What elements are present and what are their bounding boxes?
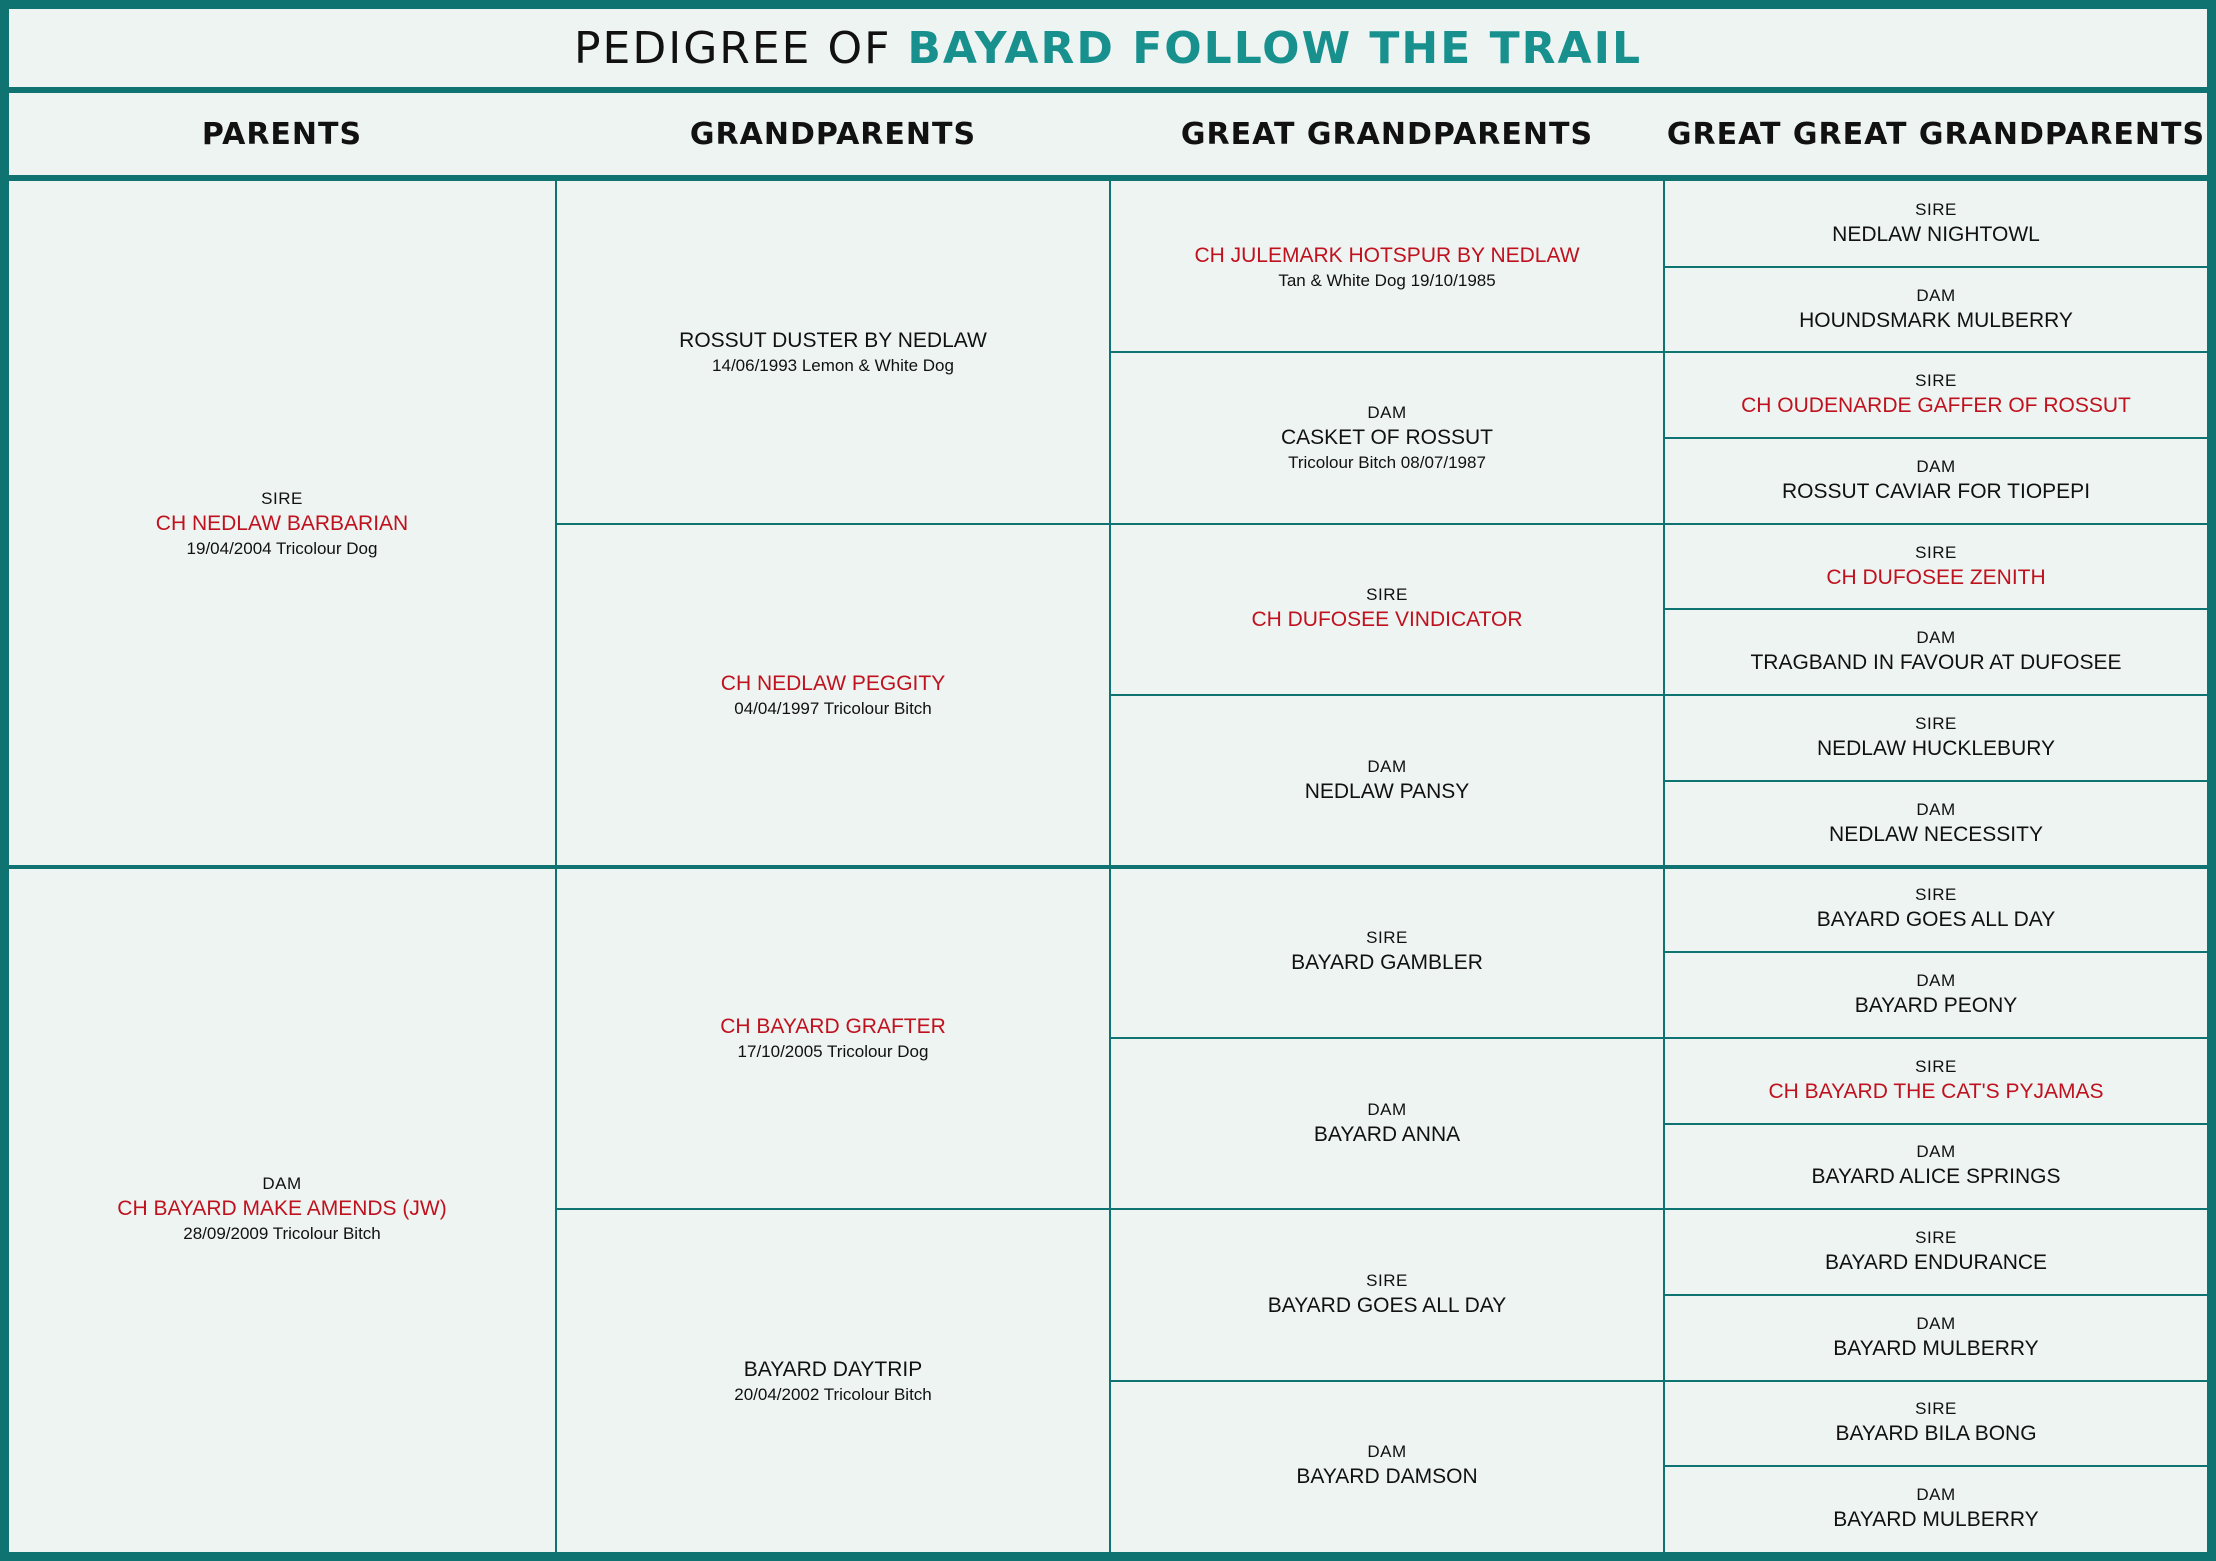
great-grandparent-cell: [1111, 1381, 1663, 1552]
grandparent-cell: [557, 181, 1109, 524]
role-label: DAM: [1367, 1099, 1407, 1119]
dog-name: CH DUFOSEE ZENITH: [1826, 565, 2046, 589]
dog-name: BAYARD DAMSON: [1296, 1465, 1478, 1489]
role-label: SIRE: [1366, 1270, 1408, 1290]
role-label: DAM: [262, 1174, 302, 1194]
role-label: DAM: [1916, 1485, 1956, 1505]
role-label: DAM: [1916, 1142, 1956, 1162]
dog-name: NEDLAW NIGHTOWL: [1832, 222, 2040, 246]
role-label: DAM: [1916, 285, 1956, 305]
dog-details: 17/10/2005 Tricolour Dog: [737, 1041, 929, 1061]
dog-name: CH NEDLAW PEGGITY: [720, 672, 946, 696]
dog-name: BAYARD ENDURANCE: [1824, 1251, 2048, 1275]
dog-name: BAYARD ANNA: [1313, 1122, 1461, 1146]
dog-name: HOUNDSMARK MULBERRY: [1799, 308, 2073, 332]
header-great-great-grandparents: GREAT GREAT GRANDPARENTS: [1666, 116, 2206, 152]
dog-name: BAYARD GAMBLER: [1291, 951, 1483, 975]
dog-details: 19/04/2004 Tricolour Dog: [186, 538, 378, 558]
grandparent-cell: [557, 1209, 1109, 1552]
dog-details: 04/04/1997 Tricolour Bitch: [734, 699, 932, 719]
title-prefix: PEDIGREE OF: [574, 22, 892, 74]
role-label: SIRE: [1915, 713, 1957, 733]
dog-name: NEDLAW NECESSITY: [1829, 822, 2043, 846]
great-great-grandparent-cell: [1665, 1466, 2207, 1552]
dog-name: BAYARD ALICE SPRINGS: [1811, 1165, 2061, 1189]
parent-cell: [9, 867, 555, 1553]
great-great-grandparent-cell: [1665, 1381, 2207, 1467]
role-label: DAM: [1367, 756, 1407, 776]
dog-name: TRAGBAND IN FAVOUR AT DUFOSEE: [1750, 651, 2122, 675]
dog-name: BAYARD DAYTRIP: [743, 1357, 923, 1381]
dog-details: 14/06/1993 Lemon & White Dog: [712, 356, 954, 376]
dog-name: CH JULEMARK HOTSPUR BY NEDLAW: [1194, 243, 1580, 267]
title-dog-name: BAYARD FOLLOW THE TRAIL: [907, 22, 1642, 74]
great-great-grandparent-cell: [1665, 1295, 2207, 1381]
sire-dam-divider: [9, 865, 2207, 869]
pedigree-chart: [9, 9, 2207, 1552]
great-great-grandparent-cell: [1665, 352, 2207, 438]
role-label: DAM: [1916, 971, 1956, 991]
great-great-grandparent-cell: [1665, 695, 2207, 781]
dog-name: BAYARD PEONY: [1854, 994, 2018, 1018]
dog-name: BAYARD GOES ALL DAY: [1816, 908, 2056, 932]
dog-name: BAYARD BILA BONG: [1835, 1422, 2037, 1446]
grandparent-cell: [557, 867, 1109, 1210]
role-label: DAM: [1916, 456, 1956, 476]
page-title: [9, 9, 2207, 87]
great-grandparent-cell: [1111, 352, 1663, 523]
dog-name: CH BAYARD THE CAT'S PYJAMAS: [1768, 1079, 2104, 1103]
role-label: SIRE: [1915, 542, 1957, 562]
role-label: SIRE: [1915, 371, 1957, 391]
role-label: SIRE: [1915, 1228, 1957, 1248]
dog-name: CASKET OF ROSSUT: [1281, 426, 1493, 450]
great-grandparent-cell: [1111, 181, 1663, 352]
great-great-grandparent-cell: [1665, 181, 2207, 267]
dog-name: ROSSUT DUSTER BY NEDLAW: [679, 329, 987, 353]
dog-name: CH BAYARD GRAFTER: [720, 1014, 946, 1038]
role-label: DAM: [1367, 403, 1407, 423]
dog-name: NEDLAW HUCKLEBURY: [1816, 736, 2056, 760]
dog-details: Tan & White Dog 19/10/1985: [1278, 270, 1496, 290]
great-grandparent-cell: [1111, 867, 1663, 1038]
header-parents: PARENTS: [201, 116, 363, 152]
great-great-grandparent-cell: [1665, 1209, 2207, 1295]
dog-details: Tricolour Bitch 08/07/1987: [1288, 453, 1486, 473]
dog-name: NEDLAW PANSY: [1304, 779, 1470, 803]
grandparent-cell: [557, 524, 1109, 867]
great-great-grandparent-cell: [1665, 524, 2207, 610]
dog-name: CH DUFOSEE VINDICATOR: [1251, 608, 1523, 632]
role-label: SIRE: [261, 488, 303, 508]
parent-cell: [9, 181, 555, 867]
role-label: SIRE: [1366, 585, 1408, 605]
dog-name: CH NEDLAW BARBARIAN: [155, 511, 409, 535]
dog-details: 20/04/2002 Tricolour Bitch: [734, 1384, 932, 1404]
dog-name: ROSSUT CAVIAR FOR TIOPEPI: [1781, 479, 2091, 503]
dog-name: BAYARD MULBERRY: [1833, 1508, 2039, 1532]
role-label: SIRE: [1915, 1399, 1957, 1419]
great-great-grandparent-cell: [1665, 609, 2207, 695]
role-label: SIRE: [1915, 885, 1957, 905]
header-great-grandparents: GREAT GRANDPARENTS: [1180, 116, 1594, 152]
role-label: SIRE: [1366, 928, 1408, 948]
great-grandparent-cell: [1111, 524, 1663, 695]
great-grandparent-cell: [1111, 1038, 1663, 1209]
role-label: SIRE: [1915, 199, 1957, 219]
role-label: DAM: [1916, 799, 1956, 819]
dog-details: 28/09/2009 Tricolour Bitch: [183, 1224, 381, 1244]
role-label: DAM: [1916, 1313, 1956, 1333]
great-great-grandparent-cell: [1665, 438, 2207, 524]
great-great-grandparent-cell: [1665, 1038, 2207, 1124]
great-great-grandparent-cell: [1665, 781, 2207, 867]
great-great-grandparent-cell: [1665, 267, 2207, 353]
great-great-grandparent-cell: [1665, 952, 2207, 1038]
dog-name: CH BAYARD MAKE AMENDS (JW): [117, 1197, 447, 1221]
header-grandparents: GRANDPARENTS: [689, 116, 977, 152]
dog-name: BAYARD MULBERRY: [1833, 1336, 2039, 1360]
great-grandparent-cell: [1111, 695, 1663, 866]
role-label: DAM: [1916, 628, 1956, 648]
role-label: SIRE: [1915, 1056, 1957, 1076]
role-label: DAM: [1367, 1442, 1407, 1462]
dog-name: CH OUDENARDE GAFFER OF ROSSUT: [1741, 394, 2131, 418]
dog-name: BAYARD GOES ALL DAY: [1267, 1293, 1507, 1317]
great-great-grandparent-cell: [1665, 867, 2207, 953]
great-grandparent-cell: [1111, 1209, 1663, 1380]
great-great-grandparent-cell: [1665, 1124, 2207, 1210]
